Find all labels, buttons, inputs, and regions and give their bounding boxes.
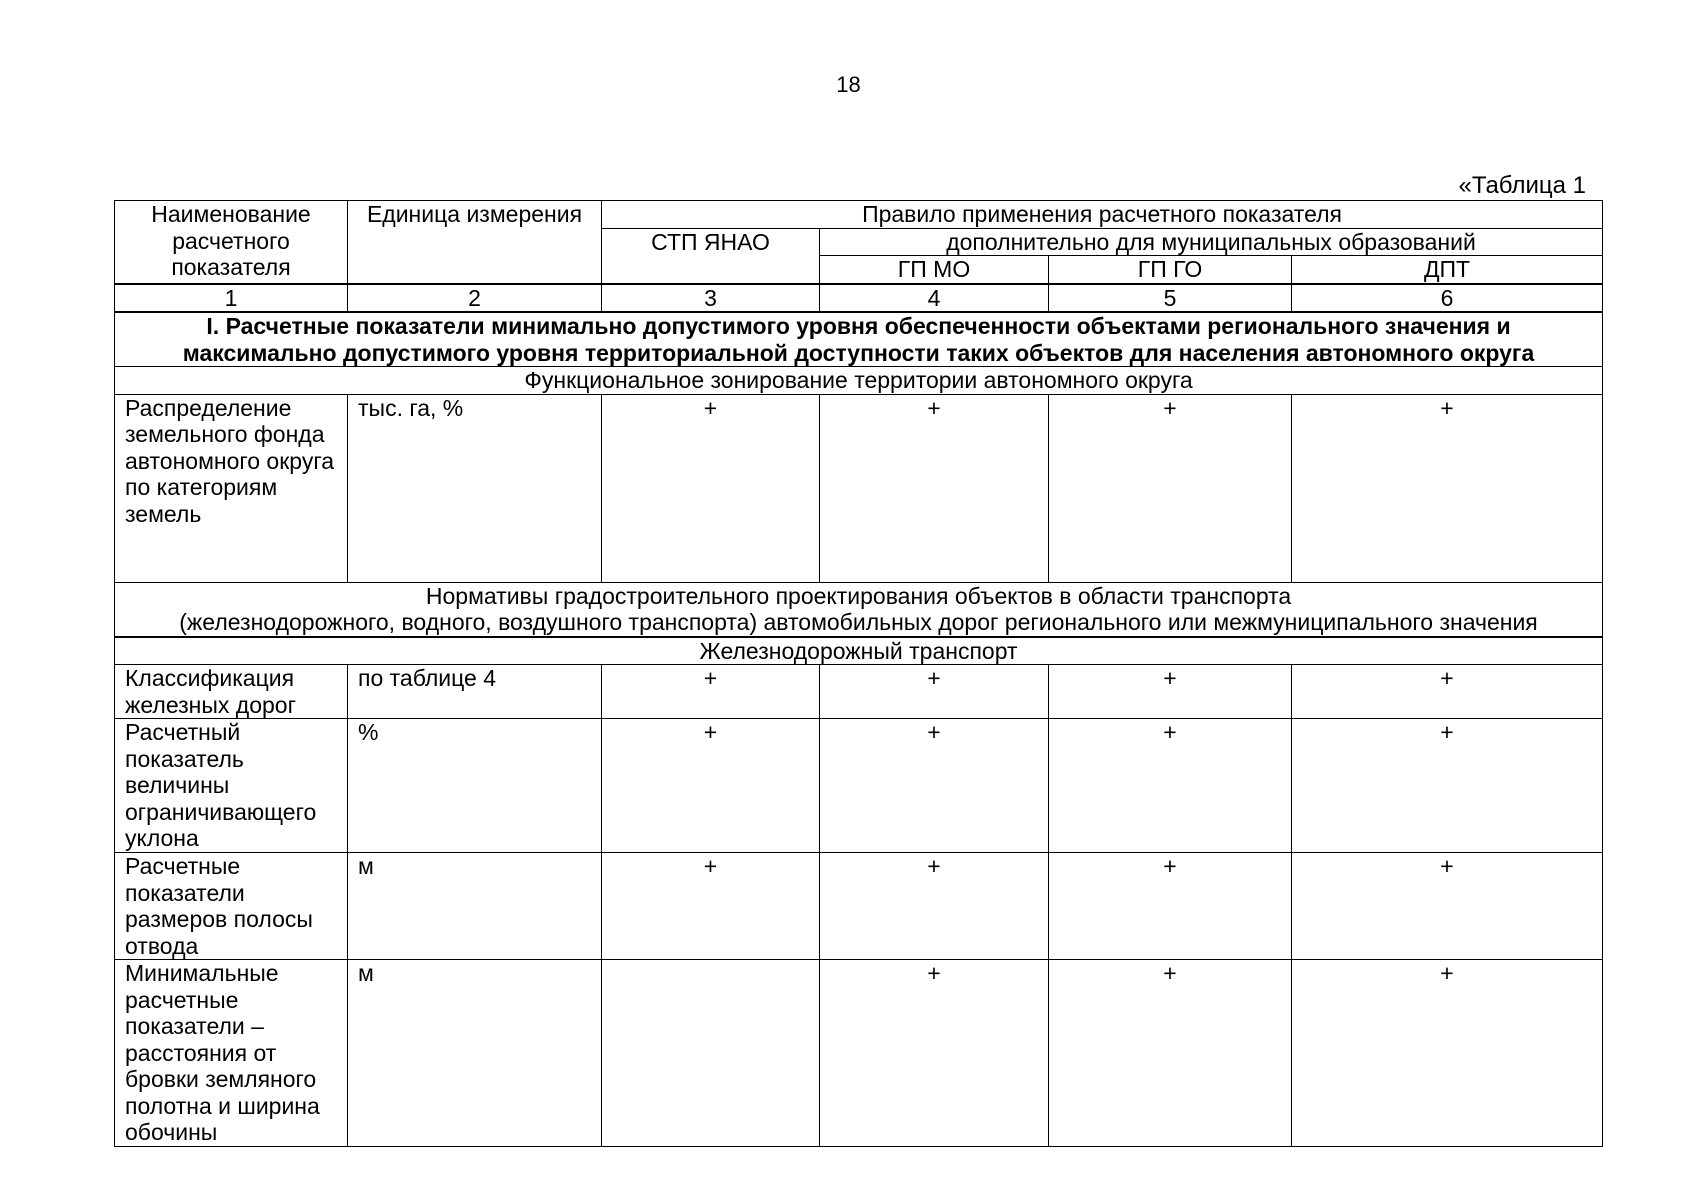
cell-dpt: + (1292, 665, 1603, 719)
cell-dpt: + (1292, 394, 1603, 582)
cell-gp-mo: + (820, 960, 1049, 1147)
subsection-row (115, 367, 1603, 395)
cell-gp-go: + (1049, 960, 1292, 1147)
cell-dpt: + (1292, 719, 1603, 853)
cell-dpt: + (1292, 960, 1603, 1147)
cell-stp-yanao: + (602, 394, 820, 582)
subsection-transport (115, 582, 1603, 637)
indicator-unit: м (348, 853, 602, 960)
header-gp-go: ГП ГО (1049, 256, 1292, 284)
cell-gp-mo: + (820, 719, 1049, 853)
cell-gp-go: + (1049, 719, 1292, 853)
subsection-zoning: Функциональное зонирование территории автономного округа (115, 367, 1603, 395)
indicator-name: Минимальные расчетные показатели – расстояния от бровки земляного полотна и ширина обочины (115, 960, 348, 1147)
table-row (115, 665, 1603, 719)
indicator-unit: тыс. га, % (348, 394, 602, 582)
column-number: 1 (115, 284, 348, 313)
indicator-name: Расчетный показатель величины ограничивающего уклона (115, 719, 348, 853)
header-indicator-name: Наименование расчетного показателя (115, 201, 348, 284)
table-row (115, 853, 1603, 960)
table-row (115, 960, 1603, 1147)
indicators-table (114, 200, 1603, 1147)
cell-stp-yanao: + (602, 853, 820, 960)
subsection-transport-line-2: (железнодорожного, водного, воздушного транспорта) автомобильных дорог регионального или межмуниципального значения (179, 609, 1538, 635)
section-title-row (115, 312, 1603, 367)
column-numbers-row (115, 284, 1603, 313)
subsection-transport-line-1: Нормативы градостроительного проектирования объектов в области транспорта (425, 582, 1292, 609)
cell-stp-yanao (602, 960, 820, 1147)
cell-gp-mo: + (820, 394, 1049, 582)
header-row-1 (115, 201, 1603, 229)
page-number: 18 (836, 72, 861, 97)
column-number: 4 (820, 284, 1049, 313)
table-row (115, 719, 1603, 853)
cell-gp-go: + (1049, 665, 1292, 719)
header-unit: Единица измерения (348, 201, 602, 284)
header-municipal: дополнительно для муниципальных образований (820, 228, 1603, 256)
cell-stp-yanao: + (602, 719, 820, 853)
column-number: 5 (1049, 284, 1292, 313)
table-row (115, 394, 1603, 582)
subsection-rail: Железнодорожный транспорт (115, 637, 1603, 665)
cell-stp-yanao: + (602, 665, 820, 719)
table-caption: «Таблица 1 (1458, 172, 1586, 199)
indicator-name: Расчетные показатели размеров полосы отвода (115, 853, 348, 960)
subsection-row (115, 637, 1603, 665)
cell-dpt: + (1292, 853, 1603, 960)
indicator-unit: по таблице 4 (348, 665, 602, 719)
section-1-title: I. Расчетные показатели минимально допустимого уровня обеспеченности объектами регионального значения и максимально допустимого уровня территориальной доступности таких объектов для населения автономного округа (115, 312, 1603, 367)
header-dpt: ДПТ (1292, 256, 1603, 284)
header-gp-mo: ГП МО (820, 256, 1049, 284)
cell-gp-go: + (1049, 394, 1292, 582)
column-number: 2 (348, 284, 602, 313)
cell-gp-mo: + (820, 853, 1049, 960)
header-stp-yanao: СТП ЯНАО (602, 228, 820, 284)
column-number: 6 (1292, 284, 1603, 313)
header-rule: Правило применения расчетного показателя (602, 201, 1603, 229)
subsection-row (115, 582, 1603, 637)
column-number: 3 (602, 284, 820, 313)
indicator-name: Классификация железных дорог (115, 665, 348, 719)
indicator-unit: м (348, 960, 602, 1147)
cell-gp-mo: + (820, 665, 1049, 719)
indicator-unit: % (348, 719, 602, 853)
indicator-name: Распределение земельного фонда автономного округа по категориям земель (115, 394, 348, 582)
cell-gp-go: + (1049, 853, 1292, 960)
